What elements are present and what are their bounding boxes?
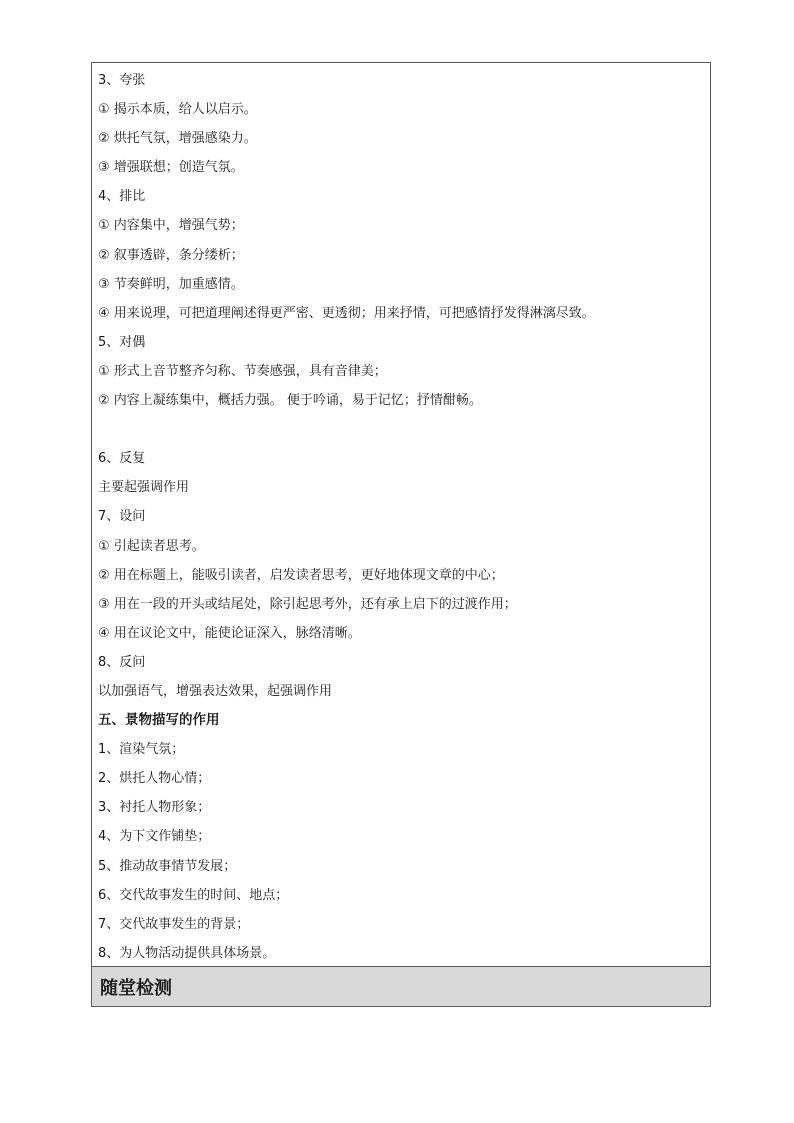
section-heading-hyperbole: 3、夸张 [98,73,146,88]
footer-row [92,966,710,1006]
list-item: 7、交代故事发生的背景； [98,916,250,932]
list-item: 2、烘托人物心情； [98,771,211,787]
list-item: ② 内容上凝练集中，概括力强。 便于吟诵，易于记忆；抒情酣畅。 [98,393,482,409]
blank-line [98,415,706,444]
list-item: 3、衬托人物形象； [98,800,211,816]
section-heading-parallelism: 4、排比 [98,189,146,205]
list-item: 5、推动故事情节发展； [98,858,237,874]
list-item: 8、为人物活动提供具体场景。 [98,945,276,961]
list-item: ① 内容集中，增强气势； [98,218,244,234]
section-heading-rhetorical-question: 7、设问 [98,509,146,525]
footer-title: 随堂检测 [100,978,172,999]
list-item: ④ 用来说理，可把道理阐述得更严密、更透彻；用来抒情，可把感情抒发得淋漓尽致。 [98,305,595,321]
list-item: ③ 增强联想；创造气氛。 [98,160,244,176]
list-item: ④ 用在议论文中，能使论证深入，脉络清晰。 [98,625,361,641]
content-cell [98,66,706,968]
list-item: ② 烘托气氛，增强感染力。 [98,131,257,147]
list-item: ① 形式上音节整齐匀称、节奏感强，具有音律美； [98,363,387,379]
section-heading-antithesis: 5、对偶 [98,334,146,350]
list-item: ② 叙事透辟，条分缕析； [98,247,244,263]
list-item: 6、交代故事发生的时间、地点； [98,887,289,903]
list-item: ① 引起读者思考。 [98,538,205,554]
list-item: ② 用在标题上，能吸引读者，启发读者思考，更好地体现文章的中心； [98,567,504,583]
list-item: ① 揭示本质，给人以启示。 [98,102,257,118]
list-item: 以加强语气，增强表达效果，起强调作用 [98,683,333,699]
section-heading-repetition: 6、反复 [98,451,146,467]
content-table [91,62,711,1007]
list-item: 4、为下文作铺垫； [98,829,211,845]
list-item: 1、渲染气氛； [98,742,185,758]
major-heading-scenery: 五、景物描写的作用 [98,712,220,729]
section-heading-rhetorical-interrogation: 8、反问 [98,654,146,670]
list-item: 主要起强调作用 [98,480,190,496]
list-item: ③ 用在一段的开头或结尾处，除引起思考外，还有承上启下的过渡作用； [98,596,517,612]
list-item: ③ 节奏鲜明，加重感情。 [98,276,244,292]
